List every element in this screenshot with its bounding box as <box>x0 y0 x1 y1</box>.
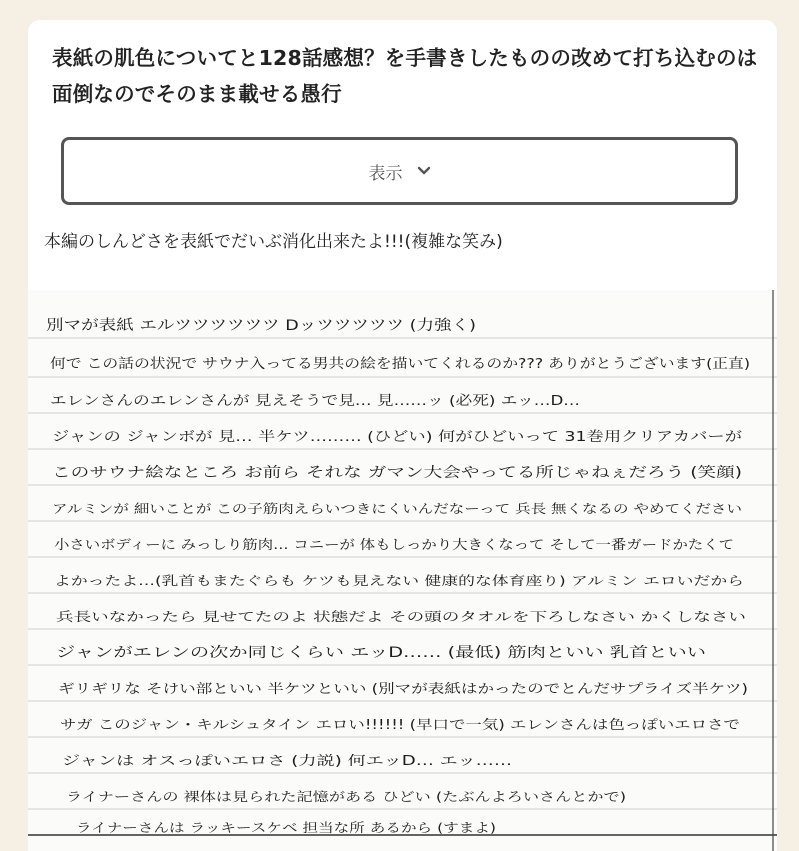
note-line: ジャンの ジャンボが 見… 半ケツ……… (ひどい) 何がひどいって 31巻用クリアカバーが <box>52 429 591 445</box>
note-line: エレンさんのエレンさんが 見えそうで見… 見……ッ (必死) エッ…D… <box>50 393 580 409</box>
handwritten-note-image <box>28 290 777 851</box>
note-line: 兵長いなかったら 見せてたのよ 状態だよ その頭のタオルを下ろしなさい かくしなさい <box>56 609 746 624</box>
post-title: 表紙の肌色についてと128話感想？を手書きしたものの改めて打ち込むのは面倒なのでそのまま載せる愚行 <box>52 46 758 106</box>
note-line: ライナーさんは ラッキースケベ 担当な所 あるから (すまよ) <box>76 820 496 835</box>
note-line: ギリギリな そけい部といい 半ケツといい (別マが表紙はかったのでとんだサプライズ半ケツ) <box>58 682 600 697</box>
note-line: アルミンが 細いことが この子筋肉えらいつきにくいんだなーって 兵長 無くなるの やめてください <box>52 501 742 516</box>
show-toggle-button[interactable] <box>61 137 738 205</box>
chevron-down-icon <box>417 166 431 176</box>
show-toggle-label: 表示 <box>368 163 403 184</box>
note-line: ジャンは オスっぽいエロさ (力説) 何エッD… エッ…… <box>62 754 384 769</box>
note-line: よかったよ…(乳首もまたぐらも ケツも見えない 健康的な体育座り) アルミン エロいだから <box>54 573 744 588</box>
note-line: 別マが表紙 エルツツツツツツ Dッツツツツツ (力強く) <box>46 318 402 334</box>
note-line: ライナーさんの 裸体は見られた記憶がある ひどい (たぶんよろいさんとかで) <box>66 789 626 804</box>
note-line: サガ このジャン・キルシュタイン エロい!!!!!! (早口で一気) エレンさんは色っぽいエロさで <box>60 718 740 733</box>
note-line: このサウナ絵なところ お前ら それな ガマン大会やってる所じゃねぇだろう (笑顔) <box>52 465 571 481</box>
post-card <box>28 20 777 851</box>
note-line: ジャンがエレンの次か同じくらい エッD…… (最低) 筋肉といい 乳首といい <box>56 645 706 661</box>
note-line: 小さいボディーに みっしり筋肉… コニーが 体もしっかり大きくなって そして一番ガードかたくて <box>54 538 629 553</box>
post-caption: 本編のしんどさを表紙でだいぶ消化出来たよ!!!(複雑な笑み) <box>44 232 503 252</box>
note-line: 何で この話の状況で サウナ入ってる男共の絵を描いてくれるのか??? ありがとうございます(正直) <box>50 356 649 372</box>
